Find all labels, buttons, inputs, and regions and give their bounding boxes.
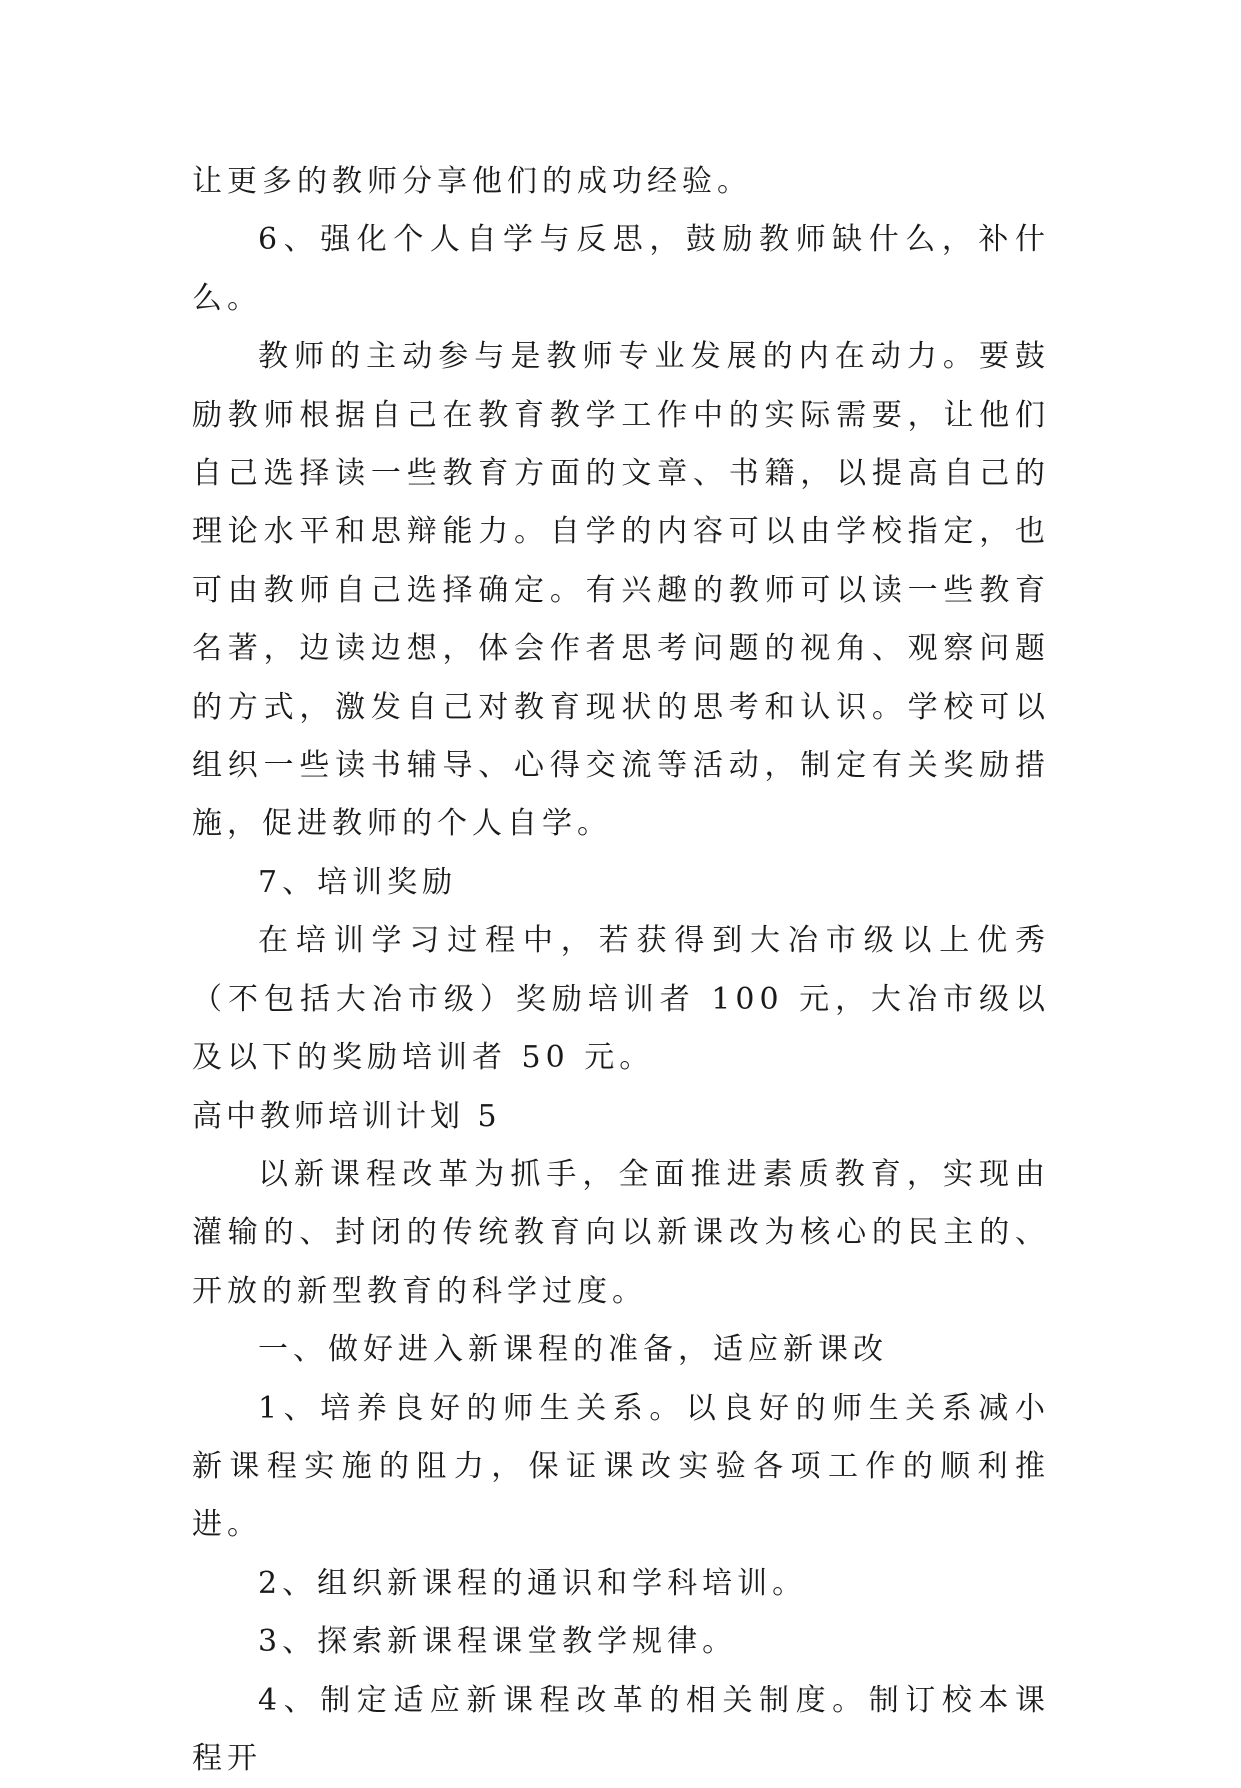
paragraph-intro: 以新课程改革为抓手，全面推进素质教育，实现由灌输的、封闭的传统教育向以新课改为核心的民主的、开放的新型教育的科学过度。 (192, 1156, 1050, 1309)
paragraph-item-2: 2、组织新课程的通识和学科培训。 (258, 1565, 808, 1601)
paragraph-section-one: 一、做好进入新课程的准备，适应新课改 (258, 1332, 888, 1368)
paragraph-item-1: 1、培养良好的师生关系。以良好的师生关系减小新课程实施的阻力，保证课改实验各项工作的顺利推进。 (192, 1390, 1050, 1543)
document-body (192, 153, 1050, 1788)
paragraph-item-6: 6、强化个人自学与反思，鼓励教师缺什么，补什么。 (192, 222, 1050, 316)
paragraph-reward: 在培训学习过程中，若获得到大冶市级以上优秀（不包括大冶市级）奖励培训者 100 元，大冶市级以及以下的奖励培训者 50 元。 (192, 923, 1050, 1076)
section-title: 高中教师培训计划 5 (192, 1098, 501, 1134)
paragraph-item-3: 3、探索新课程课堂教学规律。 (258, 1624, 738, 1660)
paragraph-item-4: 4、制定适应新课程改革的相关制度。制订校本课程开 (192, 1682, 1050, 1776)
paragraph-item-7: 7、培训奖励 (258, 864, 458, 900)
paragraph-continuation: 让更多的教师分享他们的成功经验。 (192, 164, 752, 199)
paragraph-self-study: 教师的主动参与是教师专业发展的内在动力。要鼓励教师根据自己在教育教学工作中的实际需要，让他们自己选择读一些教育方面的文章、书籍，以提高自己的理论水平和思辩能力。自学的内容可以由学校指定，也可由教师自己选择确定。有兴趣的教师可以读一些教育名著，边读边想，体会作者思考问题的视角、观察问题的方式，激发自己对教育现状的思考和认识。学校可以组织一些读书辅导、心得交流等活动，制定有关奖励措施，促进教师的个人自学。 (192, 339, 1050, 842)
